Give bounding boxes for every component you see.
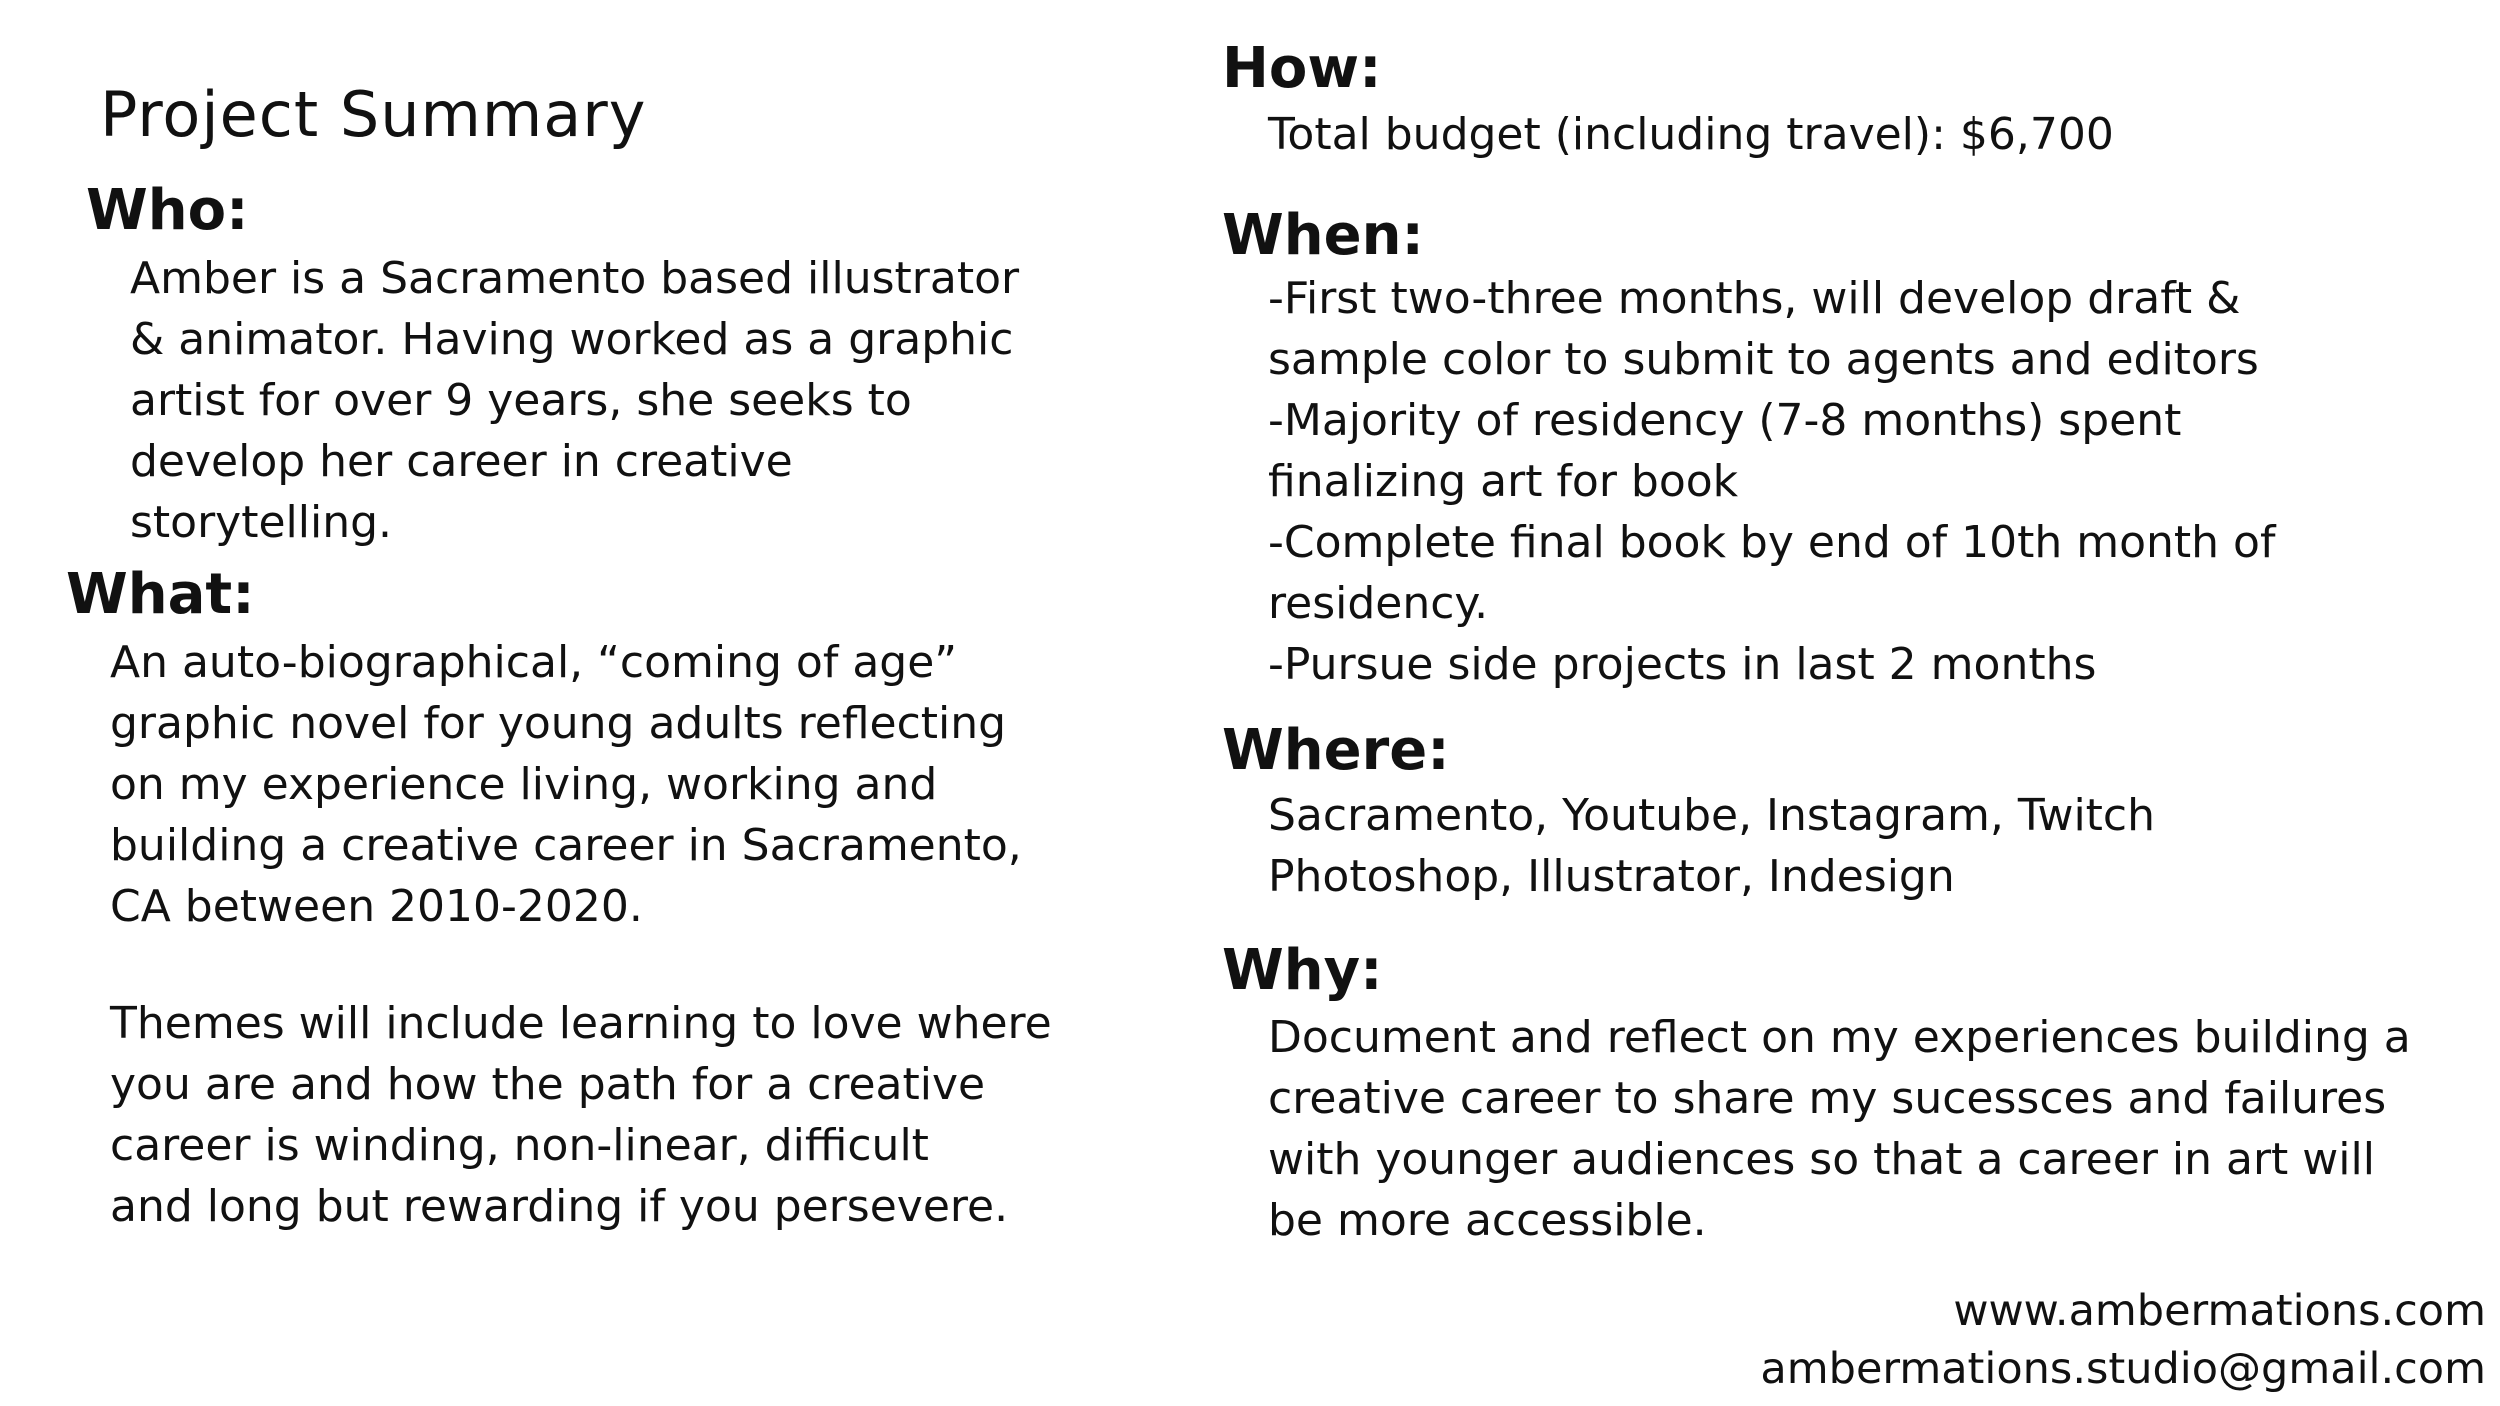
themes-text <box>110 993 1052 1237</box>
why-line: be more accessible. <box>1268 1195 1707 1246</box>
when-line: finalizing art for book <box>1268 456 1739 507</box>
why-line: Document and reflect on my experiences building a <box>1268 1012 2411 1063</box>
when-text <box>1268 268 2275 695</box>
why-line: with younger audiences so that a career in art will <box>1268 1134 2375 1185</box>
who-line: & animator. Having worked as a graphic <box>130 314 1014 365</box>
themes-line: you are and how the path for a creative <box>110 1059 986 1110</box>
what-heading: What: <box>66 562 255 627</box>
website-link[interactable]: www.ambermations.com <box>1953 1286 2486 1336</box>
when-line: sample color to submit to agents and editors <box>1268 334 2259 385</box>
what-line: on my experience living, working and <box>110 759 938 810</box>
email-link[interactable]: ambermations.studio@gmail.com <box>1760 1344 2486 1394</box>
why-line: creative career to share my sucessces and failures <box>1268 1073 2387 1124</box>
when-line: -Complete final book by end of 10th month of <box>1268 517 2276 568</box>
who-line: artist for over 9 years, she seeks to <box>130 375 912 426</box>
how-heading: How: <box>1222 36 1382 101</box>
what-line: building a creative career in Sacramento, <box>110 820 1022 871</box>
who-text <box>130 248 1019 553</box>
where-heading: Where: <box>1222 718 1450 783</box>
themes-line: Themes will include learning to love where <box>110 998 1052 1049</box>
how-text <box>1268 104 2114 165</box>
who-line: storytelling. <box>130 497 393 548</box>
where-text <box>1268 785 2155 907</box>
themes-line: and long but rewarding if you persevere. <box>110 1181 1009 1232</box>
where-line: Photoshop, Illustrator, Indesign <box>1268 851 1955 902</box>
what-text <box>110 632 1022 937</box>
who-line: Amber is a Sacramento based illustrator <box>130 253 1020 304</box>
why-heading: Why: <box>1222 938 1383 1003</box>
when-heading: When: <box>1222 203 1424 268</box>
when-line: -Pursue side projects in last 2 months <box>1268 639 2097 690</box>
who-heading: Who: <box>86 178 249 243</box>
page-title: Project Summary <box>100 78 647 151</box>
what-line: CA between 2010-2020. <box>110 881 643 932</box>
when-line: residency. <box>1268 578 1489 629</box>
contact-info <box>1760 1282 2486 1398</box>
what-line: An auto-biographical, “coming of age” <box>110 637 958 688</box>
themes-line: career is winding, non-linear, difficult <box>110 1120 929 1171</box>
when-line: -First two-three months, will develop draft & <box>1268 273 2241 324</box>
where-line: Sacramento, Youtube, Instagram, Twitch <box>1268 790 2156 841</box>
who-line: develop her career in creative <box>130 436 793 487</box>
why-text <box>1268 1007 2411 1251</box>
how-line: Total budget (including travel): $6,700 <box>1268 109 2114 160</box>
when-line: -Majority of residency (7-8 months) spent <box>1268 395 2182 446</box>
what-line: graphic novel for young adults reflecting <box>110 698 1007 749</box>
